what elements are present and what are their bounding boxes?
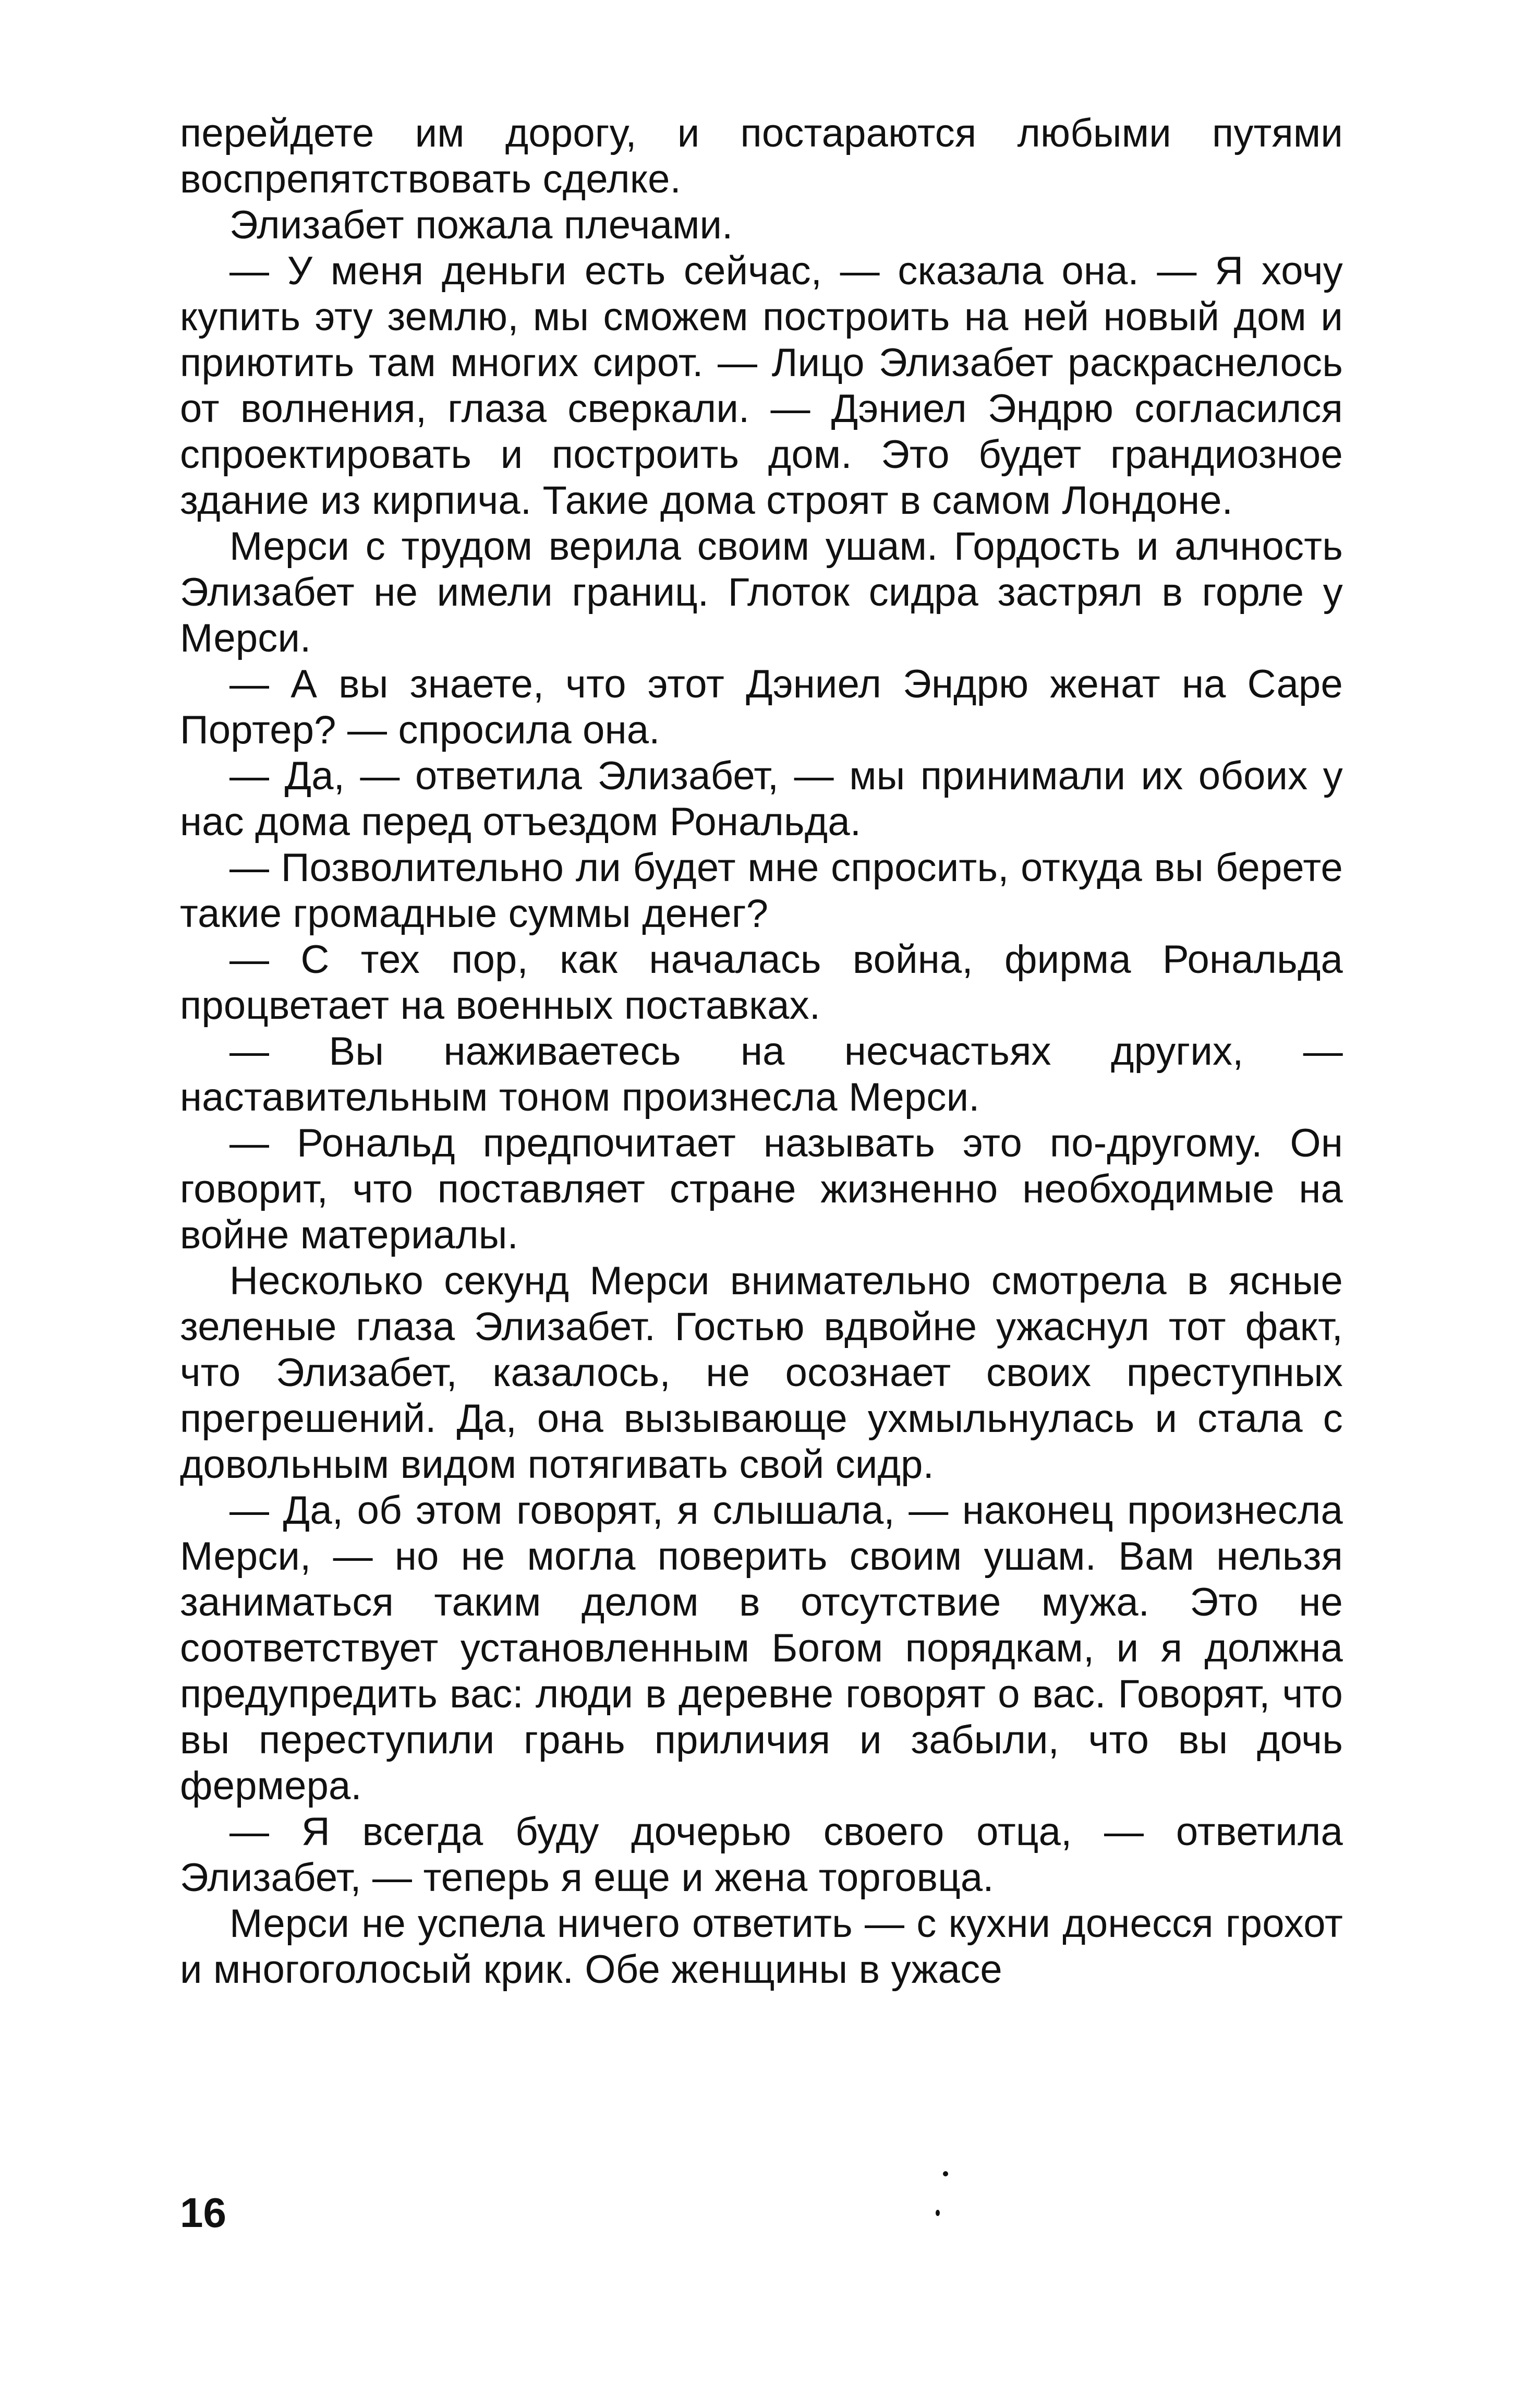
paragraph: Элизабет пожала плечами. — [229, 203, 733, 247]
paragraph: — А вы знаете, что этот Дэниел Эндрю женат на Саре Портер? — спросила она. — [180, 662, 1343, 752]
page-number: 16 — [180, 2189, 226, 2236]
body-text — [180, 111, 1343, 1993]
paragraph: Мерси не успела ничего ответить — с кухни донесся грохот и многоголосый крик. Обе женщины в ужасе — [180, 1901, 1343, 1992]
paragraph: — Рональд предпочитает называть это по-другому. Он говорит, что поставляет стране жизненно необходимые на войне материалы. — [180, 1121, 1343, 1257]
paragraph: — У меня деньги есть сейчас, — сказала она. — Я хочу купить эту землю, мы сможем построить на ней новый дом и приютить там многих сирот. — Лицо Элизабет раскраснелось от волнения, глаза сверкали. — Дэниел Эндрю согласился спроектировать и построить дом. Это будет грандиозное здание из кирпича. Такие дома строят в самом Лондоне. — [180, 249, 1343, 523]
paragraph: — Вы наживаетесь на несчастьях других, — наставительным тоном произнесла Мерси. — [180, 1029, 1343, 1119]
print-speck — [936, 2210, 940, 2216]
paragraph: Мерси с трудом верила своим ушам. Гордость и алчность Элизабет не имели границ. Глоток сидра застрял в горле у Мерси. — [180, 524, 1343, 660]
paragraph: — Да, — ответила Элизабет, — мы принимали их обоих у нас дома перед отъездом Рональда. — [180, 754, 1343, 844]
paragraph: — Позволительно ли будет мне спросить, откуда вы берете такие громадные суммы денег? — [180, 846, 1343, 936]
print-speck — [943, 2171, 948, 2176]
paragraph: перейдете им дорогу, и постараются любыми путями воспрепятствовать сделке. — [180, 111, 1343, 201]
paragraph: — Да, об этом говорят, я слышала, — наконец произнесла Мерси, — но не могла поверить своим ушам. Вам нельзя заниматься таким делом в отсутствие мужа. Это не соответствует установленным Богом порядкам, и я должна предупредить вас: люди в деревне говорят о вас. Говорят, что вы переступили грань приличия и забыли, что вы дочь фермера. — [180, 1488, 1343, 1808]
paragraph: — С тех пор, как началась война, фирма Рональда процветает на военных поставках. — [180, 937, 1343, 1028]
paragraph: Несколько секунд Мерси внимательно смотрела в ясные зеленые глаза Элизабет. Гостью вдвойне ужаснул тот факт, что Элизабет, казалось, не осознает своих преступных прегрешений. Да, она вызывающе ухмыльнулась и стала с довольным видом потягивать свой сидр. — [180, 1259, 1343, 1487]
paragraph: — Я всегда буду дочерью своего отца, — ответила Элизабет, — теперь я еще и жена торговца. — [180, 1810, 1343, 1900]
